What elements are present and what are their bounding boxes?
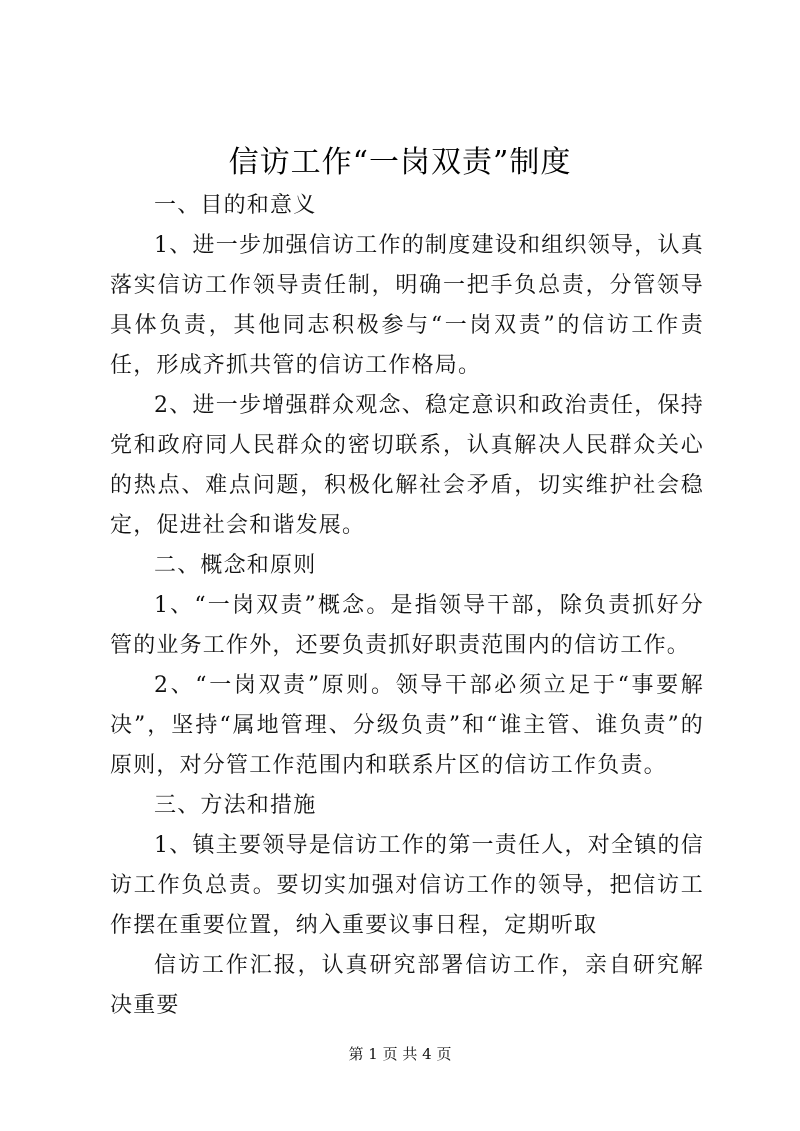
page-footer [0, 1044, 800, 1064]
section-heading-1: 一、目的和意义 [154, 193, 317, 218]
paragraph: 2、进一步增强群众观念、稳定意识和政治责任，保持党和政府同人民群众的密切联系，认真解决人民群众关心的热点、难点问题，积极化解社会矛盾，切实维护社会稳定，促进社会和谐发展。 [110, 393, 704, 538]
document-title: 信访工作“一岗双责”制度 [228, 145, 572, 180]
paragraph: 1、进一步加强信访工作的制度建设和组织领导，认真落实信访工作领导责任制，明确一把手负总责，分管领导具体负责，其他同志积极参与“一岗双责”的信访工作责任，形成齐抓共管的信访工作格局。 [110, 233, 704, 378]
paragraph: 1、镇主要领导是信访工作的第一责任人，对全镇的信访工作负总责。要切实加强对信访工作的领导，把信访工作摆在重要位置，纳入重要议事日程，定期听取 [110, 833, 704, 938]
document-body [110, 186, 704, 1026]
section-heading-2: 二、概念和原则 [154, 553, 317, 578]
paragraph: 1、“一岗双责”概念。是指领导干部，除负责抓好分管的业务工作外，还要负责抓好职责范围内的信访工作。 [110, 593, 704, 658]
section-heading-3: 三、方法和措施 [154, 793, 317, 818]
paragraph: 信访工作汇报，认真研究部署信访工作，亲自研究解决重要 [110, 953, 704, 1018]
page-number-label: 第 1 页 共 4 页 [348, 1045, 452, 1063]
paragraph: 2、“一岗双责”原则。领导干部必须立足于“事要解决”，坚持“属地管理、分级负责”和“谁主管、谁负责”的原则，对分管工作范围内和联系片区的信访工作负责。 [110, 673, 704, 778]
